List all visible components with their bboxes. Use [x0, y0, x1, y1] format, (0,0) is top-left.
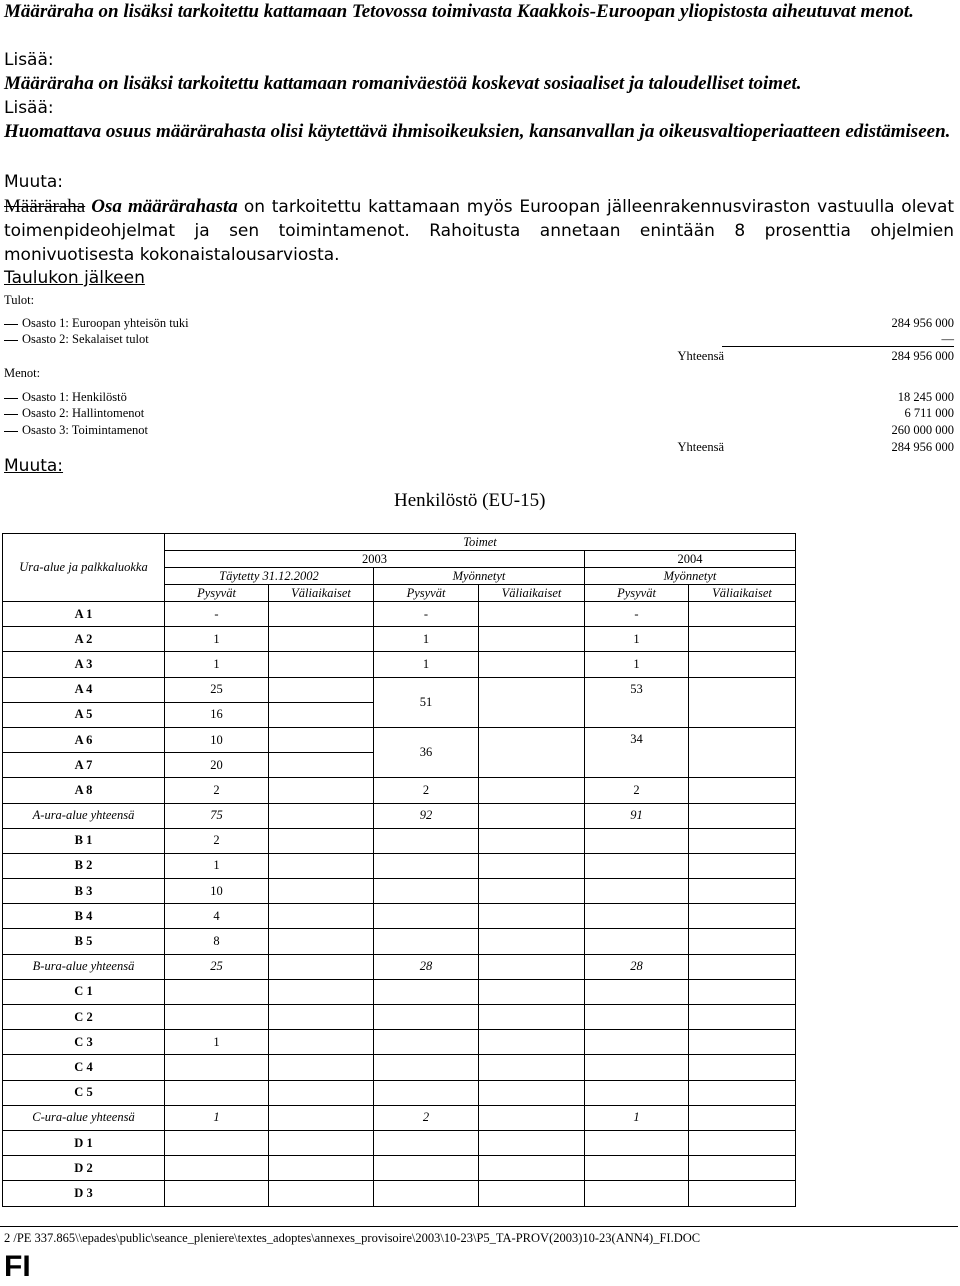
language-code: FI [4, 1250, 31, 1283]
cell-2003-temporary [479, 853, 585, 878]
grade-label: A-ura-alue yhteensä [3, 803, 165, 828]
cell-2003-permanent [374, 853, 479, 878]
sum-rule [722, 346, 954, 347]
header-valiaikaiset: Väliaikaiset [689, 585, 796, 602]
grade-label: B-ura-alue yhteensä [3, 954, 165, 979]
cell-2003-temporary [479, 1181, 585, 1206]
table-row [3, 803, 796, 828]
cell-2003-temporary [479, 1030, 585, 1055]
cell-filled-temporary [269, 677, 374, 702]
grade-label: C 1 [3, 979, 165, 1004]
menot-total [4, 440, 954, 456]
table-row [3, 954, 796, 979]
cell-filled-permanent: 25 [165, 954, 269, 979]
table-row [3, 1030, 796, 1055]
paragraph-tetovo: Määräraha on lisäksi tarkoitettu kattamaan Tetovossa toimivasta Kaakkois-Euroopan yliopistosta aiheutuvat menot. [4, 1, 914, 22]
cell-2004-permanent [585, 828, 689, 853]
grade-label: A 4 [3, 677, 165, 702]
table-row [3, 1156, 796, 1181]
tulot-row-1 [4, 316, 954, 332]
cell-filled-temporary [269, 627, 374, 652]
cell-filled-temporary [269, 853, 374, 878]
cell-2003-permanent: 2 [374, 778, 479, 803]
row-label: Osasto 1: Euroopan yhteisön tuki [22, 316, 189, 330]
grade-label: C 3 [3, 1030, 165, 1055]
cell-2004-temporary [689, 1055, 796, 1080]
cell-2004-temporary [689, 1080, 796, 1105]
cell-filled-temporary [269, 1156, 374, 1181]
cell-2003-temporary [479, 879, 585, 904]
cell-2003-temporary [479, 904, 585, 929]
dash-mark [4, 431, 18, 432]
header-myonnetyt-2004: Myönnetyt [585, 568, 796, 585]
header-pysyvat: Pysyvät [165, 585, 269, 602]
grade-label: B 3 [3, 879, 165, 904]
header-2003: 2003 [165, 551, 585, 568]
cell-filled-permanent: 10 [165, 879, 269, 904]
cell-filled-permanent: 2 [165, 778, 269, 803]
cell-2003-permanent [374, 1181, 479, 1206]
header-taytetty: Täytetty 31.12.2002 [165, 568, 374, 585]
total-amount: 284 956 000 [891, 349, 954, 363]
grade-label: B 4 [3, 904, 165, 929]
cell-2004-permanent [585, 979, 689, 1004]
row-amount: — [941, 332, 954, 346]
header-pysyvat: Pysyvät [374, 585, 479, 602]
grade-label: B 1 [3, 828, 165, 853]
cell-filled-permanent [165, 1130, 269, 1155]
cell-2004-temporary [689, 879, 796, 904]
cell-2004-temporary [689, 1130, 796, 1155]
label-tulot: Tulot: [4, 293, 35, 307]
cell-2004-permanent [585, 929, 689, 954]
cell-2004-temporary [689, 602, 796, 627]
cell-filled-permanent [165, 1156, 269, 1181]
cell-2004-permanent [585, 879, 689, 904]
table-row [3, 677, 796, 702]
cell-2004-temporary [689, 853, 796, 878]
cell-2004-permanent-merged: 53 [585, 677, 689, 727]
cell-2003-temporary [479, 1080, 585, 1105]
cell-2004-permanent [585, 1030, 689, 1055]
table-row [3, 879, 796, 904]
cell-filled-temporary [269, 879, 374, 904]
staff-table [2, 533, 796, 1207]
dash-mark [4, 414, 18, 415]
inserted-text: Osa määrärahasta [91, 196, 238, 217]
cell-2004-permanent: - [585, 602, 689, 627]
cell-filled-temporary [269, 904, 374, 929]
row-label: Osasto 3: Toimintamenot [22, 423, 148, 437]
cell-filled-permanent: 16 [165, 702, 269, 727]
cell-2003-permanent-merged: 51 [374, 677, 479, 727]
cell-2003-temporary [479, 1005, 585, 1030]
grade-label: A 2 [3, 627, 165, 652]
cell-filled-permanent [165, 1005, 269, 1030]
tulot-total [4, 349, 954, 365]
cell-2003-permanent: 92 [374, 803, 479, 828]
cell-2004-permanent [585, 1156, 689, 1181]
cell-2004-temporary [689, 979, 796, 1004]
cell-2004-temporary [689, 1105, 796, 1130]
cell-2004-temporary [689, 1181, 796, 1206]
cell-2003-permanent: - [374, 602, 479, 627]
cell-filled-permanent [165, 1080, 269, 1105]
header-2004: 2004 [585, 551, 796, 568]
label-menot: Menot: [4, 366, 41, 380]
cell-filled-temporary [269, 1130, 374, 1155]
cell-2004-permanent [585, 904, 689, 929]
cell-filled-permanent [165, 979, 269, 1004]
cell-filled-temporary [269, 1105, 374, 1130]
cell-filled-temporary [269, 828, 374, 853]
cell-2004-temporary [689, 677, 796, 727]
cell-2004-temporary [689, 828, 796, 853]
cell-2003-permanent [374, 1005, 479, 1030]
cell-2003-temporary [479, 1130, 585, 1155]
cell-2003-temporary [479, 1156, 585, 1181]
table-row [3, 778, 796, 803]
table-row [3, 1055, 796, 1080]
menot-row-3 [4, 423, 954, 439]
cell-2004-permanent: 28 [585, 954, 689, 979]
cell-filled-permanent: 1 [165, 627, 269, 652]
table-row [3, 853, 796, 878]
menot-row-2 [4, 406, 954, 422]
table-corner: Ura-alue ja palkkaluokka [3, 534, 165, 602]
cell-filled-temporary [269, 803, 374, 828]
cell-filled-temporary [269, 929, 374, 954]
cell-filled-temporary [269, 1055, 374, 1080]
cell-filled-temporary [269, 753, 374, 778]
table-row [3, 602, 796, 627]
heading-after-table: Taulukon jälkeen [4, 268, 145, 288]
cell-2003-temporary [479, 727, 585, 777]
total-amount: 284 956 000 [891, 440, 954, 454]
cell-filled-permanent: - [165, 602, 269, 627]
cell-2003-permanent [374, 1156, 479, 1181]
total-label: Yhteensä [677, 349, 724, 363]
cell-2003-permanent [374, 828, 479, 853]
cell-2004-temporary [689, 904, 796, 929]
cell-2003-permanent [374, 1030, 479, 1055]
cell-2003-temporary [479, 677, 585, 727]
cell-2004-permanent [585, 1130, 689, 1155]
cell-2003-permanent: 28 [374, 954, 479, 979]
cell-2004-temporary [689, 1005, 796, 1030]
header-pysyvat: Pysyvät [585, 585, 689, 602]
cell-filled-permanent: 1 [165, 1030, 269, 1055]
cell-filled-temporary [269, 1181, 374, 1206]
grade-label: D 3 [3, 1181, 165, 1206]
row-label: Osasto 2: Hallintomenot [22, 406, 145, 420]
struck-text: Määräraha [4, 196, 86, 217]
cell-2003-temporary [479, 627, 585, 652]
footer-path: 2 /PE 337.865\\epades\public\seance_pleniere\textes_adoptes\annexes_provisoire\2003\10-23\P5_TA-PROV(2003)10-23(ANN4)_FI.DOC [4, 1231, 701, 1245]
cell-2004-temporary [689, 627, 796, 652]
table-row [3, 828, 796, 853]
cell-filled-permanent: 1 [165, 853, 269, 878]
cell-2004-permanent: 91 [585, 803, 689, 828]
cell-2003-temporary [479, 1055, 585, 1080]
grade-label: B 2 [3, 853, 165, 878]
cell-2003-permanent: 1 [374, 627, 479, 652]
cell-2003-temporary [479, 954, 585, 979]
cell-filled-temporary [269, 652, 374, 677]
cell-2004-temporary [689, 652, 796, 677]
cell-2003-permanent: 1 [374, 652, 479, 677]
cell-2004-permanent: 2 [585, 778, 689, 803]
grade-label: A 5 [3, 702, 165, 727]
cell-filled-permanent: 8 [165, 929, 269, 954]
grade-label: A 6 [3, 727, 165, 752]
dash-mark [4, 340, 18, 341]
cell-2004-permanent [585, 1181, 689, 1206]
header-toimet: Toimet [165, 534, 796, 551]
row-amount: 18 245 000 [897, 390, 954, 404]
cell-filled-temporary [269, 602, 374, 627]
row-amount: 284 956 000 [891, 316, 954, 330]
cell-2004-permanent [585, 1080, 689, 1105]
grade-label: C 2 [3, 1005, 165, 1030]
cell-2003-temporary [479, 602, 585, 627]
grade-label: C-ura-alue yhteensä [3, 1105, 165, 1130]
dash-mark [4, 398, 18, 399]
cell-2003-temporary [479, 778, 585, 803]
label-muuta-1: Muuta: [4, 172, 64, 192]
cell-2003-temporary [479, 803, 585, 828]
header-valiaikaiset: Väliaikaiset [269, 585, 374, 602]
cell-2004-permanent: 1 [585, 652, 689, 677]
cell-filled-permanent: 10 [165, 727, 269, 752]
cell-filled-permanent: 75 [165, 803, 269, 828]
grade-label: C 4 [3, 1055, 165, 1080]
grade-label: A 1 [3, 602, 165, 627]
cell-2003-temporary [479, 929, 585, 954]
cell-2004-temporary [689, 778, 796, 803]
grade-label: A 7 [3, 753, 165, 778]
cell-filled-temporary [269, 702, 374, 727]
cell-2003-temporary [479, 1105, 585, 1130]
table-row [3, 904, 796, 929]
grade-label: C 5 [3, 1080, 165, 1105]
label-muuta-2: Muuta: [4, 456, 64, 476]
paragraph-roma: Määräraha on lisäksi tarkoitettu kattamaan romaniväestöä koskevat sosiaaliset ja taloudelliset toimet. [4, 73, 802, 94]
grade-label: A 8 [3, 778, 165, 803]
cell-2004-temporary [689, 727, 796, 777]
cell-filled-temporary [269, 778, 374, 803]
row-label: Osasto 1: Henkilöstö [22, 390, 127, 404]
cell-2004-permanent: 1 [585, 627, 689, 652]
label-lisaa-1: Lisää: [4, 50, 54, 70]
table-row [3, 929, 796, 954]
table-row [3, 1105, 796, 1130]
grade-label: B 5 [3, 929, 165, 954]
label-lisaa-2: Lisää: [4, 98, 54, 118]
total-label: Yhteensä [677, 440, 724, 454]
table-row [3, 727, 796, 752]
header-myonnetyt-2003: Myönnetyt [374, 568, 585, 585]
table-row [3, 627, 796, 652]
table-row [3, 1181, 796, 1206]
cell-2004-temporary [689, 1030, 796, 1055]
cell-filled-permanent: 2 [165, 828, 269, 853]
cell-filled-temporary [269, 727, 374, 752]
cell-2003-permanent [374, 1055, 479, 1080]
cell-filled-temporary [269, 979, 374, 1004]
header-valiaikaiset: Väliaikaiset [479, 585, 585, 602]
cell-2003-temporary [479, 828, 585, 853]
cell-2004-permanent: 1 [585, 1105, 689, 1130]
cell-2004-permanent [585, 853, 689, 878]
cell-2003-temporary [479, 652, 585, 677]
cell-filled-temporary [269, 1030, 374, 1055]
cell-filled-temporary [269, 1080, 374, 1105]
table-row [3, 979, 796, 1004]
table-row [3, 1130, 796, 1155]
cell-2003-permanent-merged: 36 [374, 727, 479, 777]
cell-filled-permanent [165, 1181, 269, 1206]
cell-2003-permanent: 2 [374, 1105, 479, 1130]
cell-2003-permanent [374, 979, 479, 1004]
cell-2003-temporary [479, 979, 585, 1004]
cell-2004-permanent [585, 1055, 689, 1080]
cell-2003-permanent [374, 904, 479, 929]
table-title: Henkilöstö (EU-15) [394, 490, 546, 511]
row-amount: 6 711 000 [904, 406, 954, 420]
cell-2004-permanent [585, 1005, 689, 1030]
cell-2003-permanent [374, 929, 479, 954]
cell-filled-permanent: 25 [165, 677, 269, 702]
cell-filled-permanent: 1 [165, 1105, 269, 1130]
cell-filled-temporary [269, 954, 374, 979]
table-row [3, 1080, 796, 1105]
grade-label: D 1 [3, 1130, 165, 1155]
table-row [3, 1005, 796, 1030]
row-label: Osasto 2: Sekalaiset tulot [22, 332, 149, 346]
cell-2003-permanent [374, 1080, 479, 1105]
paragraph-rest: on tarkoitettu kattamaan myös Euroopan jälleenrakennusviraston vastuulla olevat toimenpideohjelmat ja sen toimintamenot. Rahoitusta annetaan enintään 8 prosenttia ohjelmien monivuotisesta kokonaistalousarviosta. [4, 197, 955, 265]
cell-filled-temporary [269, 1005, 374, 1030]
cell-2003-permanent [374, 1130, 479, 1155]
grade-label: D 2 [3, 1156, 165, 1181]
cell-2004-temporary [689, 803, 796, 828]
cell-filled-permanent: 4 [165, 904, 269, 929]
cell-2004-temporary [689, 929, 796, 954]
table-row [3, 652, 796, 677]
paragraph-reconstruction [4, 195, 954, 267]
cell-filled-permanent: 20 [165, 753, 269, 778]
cell-2004-permanent-merged: 34 [585, 727, 689, 777]
grade-label: A 3 [3, 652, 165, 677]
cell-filled-permanent: 1 [165, 652, 269, 677]
paragraph-human-rights: Huomattava osuus määrärahasta olisi käytettävä ihmisoikeuksien, kansanvallan ja oikeusvaltioperiaatteen edistämiseen. [4, 121, 951, 142]
row-amount: 260 000 000 [891, 423, 954, 437]
cell-2004-temporary [689, 954, 796, 979]
menot-row-1 [4, 390, 954, 406]
dash-mark [4, 324, 18, 325]
cell-2004-temporary [689, 1156, 796, 1181]
footer-rule [0, 1226, 958, 1227]
cell-filled-permanent [165, 1055, 269, 1080]
cell-2003-permanent [374, 879, 479, 904]
